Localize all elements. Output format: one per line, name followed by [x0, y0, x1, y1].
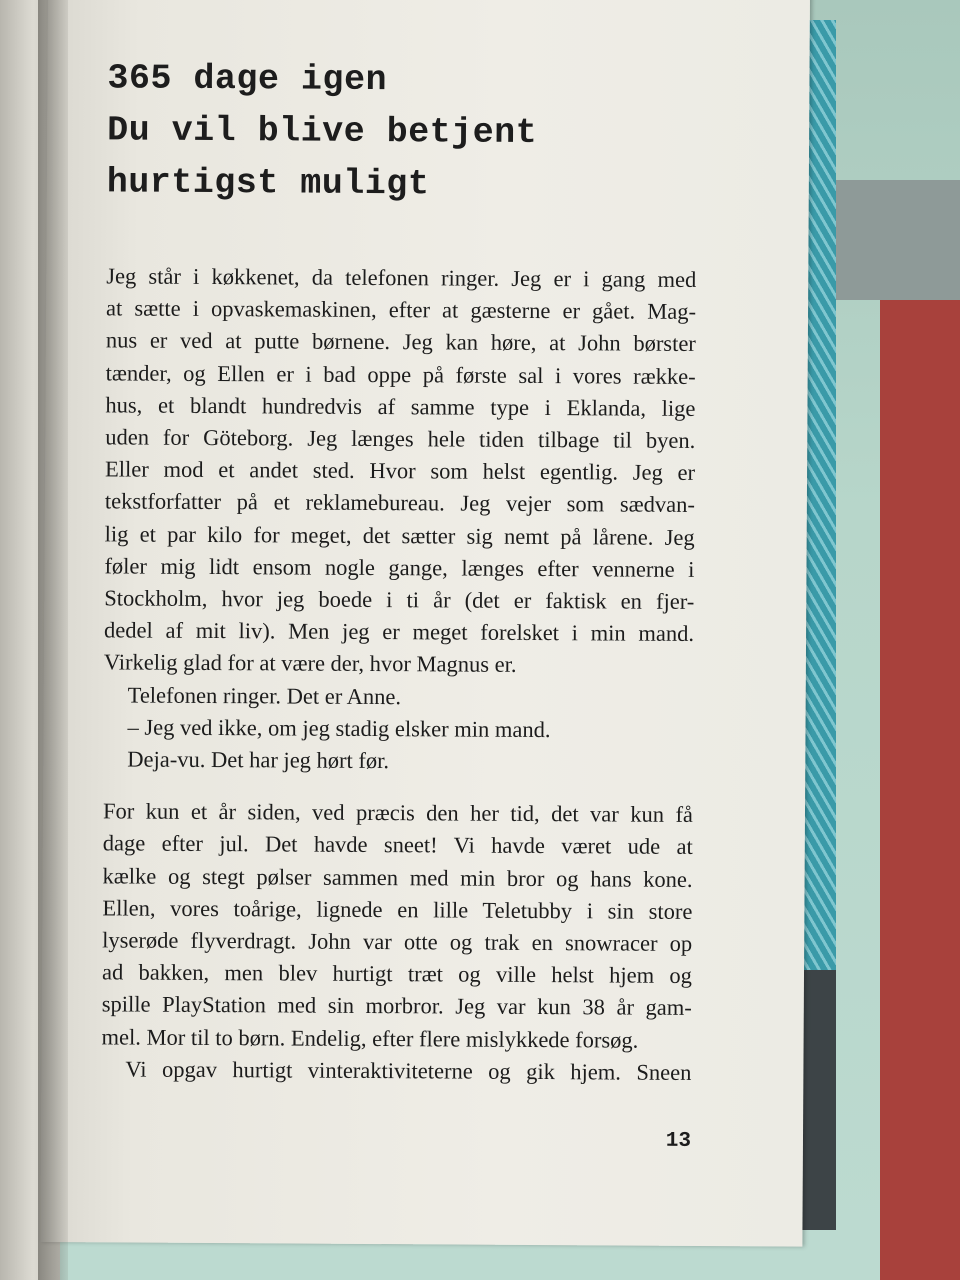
- text-line: mel. Mor til to børn. Endelig, efter flere mislykkede forsøg.: [101, 1024, 639, 1053]
- dialogue-line: Telefonen ringer. Det er Anne.: [127, 682, 402, 709]
- background-book-red: [880, 300, 960, 1280]
- chapter-title: [107, 52, 538, 211]
- dialogue-line: – Jeg ved ikke, om jeg stadig elsker min mand.: [127, 714, 551, 742]
- text-line: Jeg står i køkkenet, da telefonen ringer. Jeg er i gang med: [106, 263, 697, 292]
- text-line: Ellen, vores toårige, lignede en lille Teletubby i sin store: [102, 895, 693, 924]
- body-text: [101, 260, 696, 1089]
- page-number: 13: [665, 1129, 692, 1153]
- text-line: dage efter jul. Det havde sneet! Vi havde været ude at: [102, 830, 693, 860]
- text-line: kælke og stegt pølser sammen med min bror og hans kone.: [102, 863, 693, 892]
- text-line: uden for Göteborg. Jeg længes hele tiden tilbage til byen.: [105, 424, 696, 453]
- text-line: lig et par kilo for meget, det sætter sig nemt på lårene. Jeg: [104, 520, 695, 550]
- text-line: føler mig lidt ensom nogle gange, længes efter vennerne i: [104, 553, 695, 582]
- text-line: tekstforfatter på et reklamebureau. Jeg vejer som sædvan-: [104, 488, 695, 518]
- text-line: dedel af mit liv). Men jeg er meget forelsket i min mand.: [104, 617, 695, 647]
- text-line: spille PlayStation med sin morbror. Jeg var kun 38 år gam-: [101, 991, 692, 1021]
- text-line: lyserøde flyverdragt. John var otte og trak en snowracer op: [102, 927, 693, 957]
- book-page: [40, 0, 810, 1247]
- text-line: Virkelig glad for at være der, hvor Magnus er.: [103, 649, 517, 678]
- text-line: For kun et år siden, ved præcis den her tid, det var kun få: [102, 798, 694, 828]
- chapter-title-line: Du vil blive betjent: [107, 110, 538, 153]
- chapter-title-line: hurtigst muligt: [106, 162, 430, 205]
- text-line: Vi opgav hurtigt vinteraktiviteterne og gik hjem. Sneen: [125, 1056, 692, 1085]
- text-line: ad bakken, men blev hurtigt træt og ville helst hjem og: [101, 959, 693, 989]
- text-line: Stockholm, hvor jeg boede i ti år (det er faktisk en fjer-: [104, 585, 695, 614]
- chapter-title-line: 365 dage igen: [107, 58, 388, 101]
- text-line: hus, et blandt hundredvis af samme type i Eklanda, lige: [105, 392, 696, 421]
- dialogue-line: Deja-vu. Det har jeg hørt før.: [127, 746, 390, 774]
- text-line: tænder, og Ellen er i bad oppe på første sal i vores række-: [105, 359, 696, 389]
- text-line: nus er ved at putte børnene. Jeg kan høre, at John børster: [105, 327, 696, 357]
- text-line: Eller mod et andet sted. Hvor som helst egentlig. Jeg er: [104, 456, 696, 486]
- page-gutter-shadow: [38, 0, 68, 1280]
- text-line: at sætte i opvaskemaskinen, efter at gæsterne er gået. Mag-: [105, 295, 697, 325]
